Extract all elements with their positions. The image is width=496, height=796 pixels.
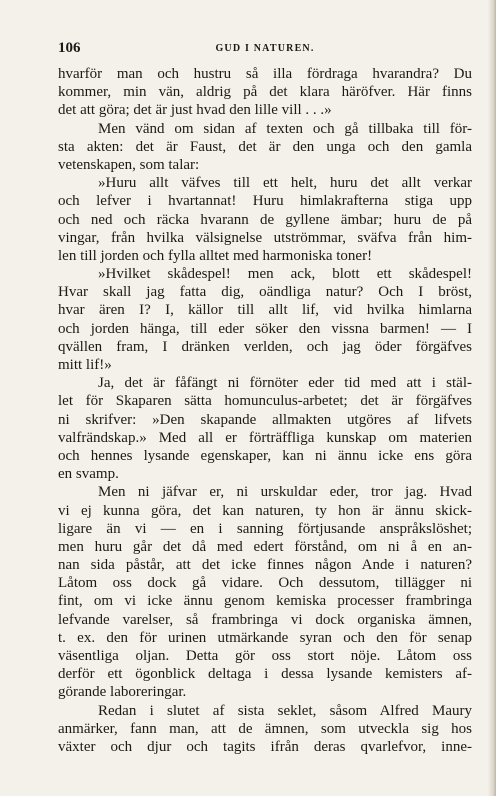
text-line: ligare än vi — en i sanning förtjusande anspråkslöshet; xyxy=(58,520,472,537)
text-line: och jorden hänga, till eder söker den vissna barmen! — I xyxy=(58,320,472,337)
text-line: vi ej kunna göra, det kan naturen, ty hon är ännu skick- xyxy=(58,502,472,519)
text-line: Låtom oss dock gå vidare. Och dessutom, tillägger ni xyxy=(58,575,472,592)
text-line: Ja, det är fåfängt ni förnöter eder tid med att i stäl- xyxy=(98,375,472,392)
body-text xyxy=(58,65,472,756)
text-line: kommer, min vän, aldrig på det klara häröfver. Här finns xyxy=(58,84,472,101)
text-line: »Huru allt väfves till ett helt, huru det allt verkar xyxy=(98,175,472,192)
text-line: mitt lif!» xyxy=(58,357,112,373)
text-line: len till jorden och fylla alltet med harmoniska toner! xyxy=(58,247,373,264)
text-line: ni skrifver: »Den skapande allmakten utgöres af lifvets xyxy=(58,411,472,428)
text-line: Hvar skall jag fatta dig, oändliga natur? Och I bröst, xyxy=(58,284,472,301)
text-line: sta akten: det är Faust, det är den unga och den gamla xyxy=(58,138,472,155)
text-line: qvällen fram, I dränken verlden, och jag öder förgäfves xyxy=(58,338,472,355)
page-number: 106 xyxy=(58,40,81,56)
text-line: och lefver i hvartannat! Huru himlakrafterna stiga upp xyxy=(58,193,472,210)
text-line: och hennes lysande egenskaper, kan ni ännu icke ens göra xyxy=(58,447,472,464)
text-line: väsentliga oljan. Detta gör oss stort nöje. Låtom oss xyxy=(58,648,472,664)
text-line: hvar ären I? I, källor till allt lif, vid hvilka himlarna xyxy=(58,302,472,319)
text-line: lefvande varelser, så frambringa vi dock organiska ämnen, xyxy=(58,611,472,628)
page-header xyxy=(58,40,472,58)
text-line: vingar, från hvilka välsignelse utströmmar, sväfva från him- xyxy=(58,229,472,246)
text-line: let för Skaparen sätta homunculus-arbetet; det är förgäfves xyxy=(58,393,472,410)
text-line: nan sida påstår, att det icke finnes någon Ande i naturen? xyxy=(58,557,472,574)
text-line: t. ex. den för urinen utmärkande syran och den för senap xyxy=(58,629,472,646)
text-line: görande laboreringar. xyxy=(58,684,187,701)
text-line: valfrändskap.» Med all er förträffliga kunskap om materien xyxy=(58,429,472,446)
text-line: vetenskapen, som talar: xyxy=(58,156,200,173)
text-line: anmärker, fann man, att de ämnen, som utveckla sig hos xyxy=(58,720,472,737)
text-line: växter och djur och tagits ifrån deras qvarlefvor, inne- xyxy=(58,738,472,755)
text-line: Redan i slutet af sista seklet, såsom Alfred Maury xyxy=(98,702,472,719)
page-edge-shadow xyxy=(488,0,496,796)
text-line: men huru går det då med edert förstånd, om ni å en an- xyxy=(58,538,472,555)
text-line: »Hvilket skådespel! men ack, blott ett skådespel! xyxy=(98,266,472,283)
text-line: en svamp. xyxy=(58,466,119,483)
text-line: och ned och räcka hvarann de gyllene ämbar; huru de på xyxy=(58,211,472,228)
text-line: hvarför man och hustru så illa fördraga hvarandra? Du xyxy=(58,66,472,82)
running-title: GUD I NATUREN. xyxy=(215,43,315,54)
text-line: fint, om vi icke ännu genom kemiska processer frambringa xyxy=(58,593,472,610)
text-line: Men vänd om sidan af texten och gå tillbaka till för- xyxy=(98,120,472,137)
text-line: det att göra; det är just hvad den lille vill . . .» xyxy=(58,102,332,119)
text-line: derför ett ögonblick deltaga i dessa lysande kemisters af- xyxy=(58,666,472,683)
text-line: Men ni jäfvar er, ni urskuldar eder, tror jag. Hvad xyxy=(98,484,472,501)
